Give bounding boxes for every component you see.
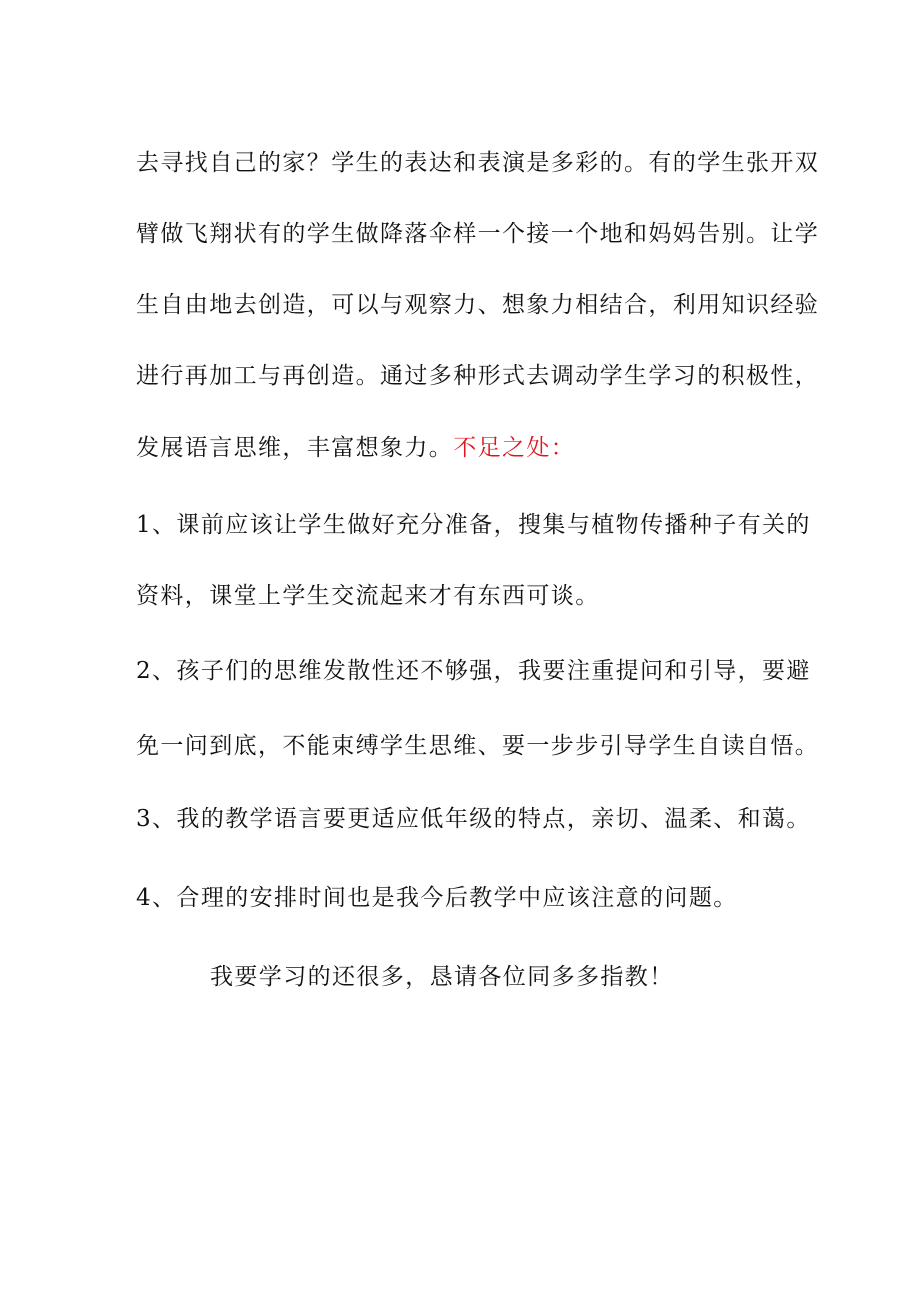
paragraph-line: 发展语言思维，丰富想象力。 bbox=[136, 435, 454, 461]
paragraph-line: 去寻找自己的家？学生的表达和表演是多彩的。有的学生张开双 bbox=[136, 150, 820, 176]
list-item-4: 4、合理的安排时间也是我今后教学中应该注意的问题。 bbox=[136, 885, 738, 911]
list-item-2-line-1: 2、孩子们的思维发散性还不够强，我要注重提问和引导，要避 bbox=[136, 658, 811, 684]
paragraph-line: 生自由地去创造，可以与观察力、想象力相结合，利用知识经验 bbox=[136, 292, 820, 318]
list-item-3: 3、我的教学语言要更适应低年级的特点，亲切、温柔、和蔼。 bbox=[136, 806, 811, 832]
closing-remark: 我要学习的还很多，恳请各位同多多指教！ bbox=[210, 964, 674, 990]
list-item-1-line-1: 1、课前应该让学生做好充分准备，搜集与植物传播种子有关的 bbox=[136, 512, 811, 538]
paragraph-line: 臂做飞翔状有的学生做降落伞样一个接一个地和妈妈告别。让学 bbox=[136, 221, 820, 247]
paragraph-line: 进行再加工与再创造。通过多种形式去调动学生学习的积极性， bbox=[136, 363, 820, 389]
paragraph-line-with-heading bbox=[136, 433, 796, 463]
list-item-1-line-2: 资料，课堂上学生交流起来才有东西可谈。 bbox=[136, 583, 600, 609]
shortcomings-heading: 不足之处： bbox=[453, 435, 576, 461]
list-item-2-line-2: 免一问到底，不能束缚学生思维、要一步步引导学生自读自悟。 bbox=[136, 733, 820, 759]
